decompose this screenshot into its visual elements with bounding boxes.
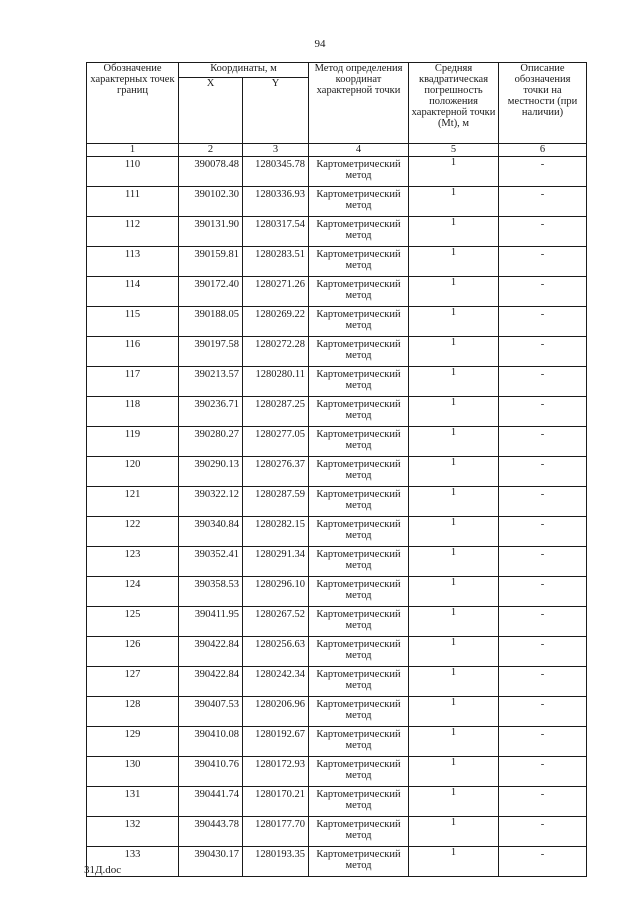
y-coordinate-cell: 1280256.63 [243, 637, 309, 667]
y-coordinate-cell: 1280271.26 [243, 277, 309, 307]
table-row [87, 697, 587, 727]
page-number: 94 [314, 38, 326, 50]
point-id-cell: 125 [87, 607, 179, 637]
description-cell: - [499, 697, 587, 727]
description-cell: - [499, 547, 587, 577]
x-coordinate-cell: 390358.53 [179, 577, 243, 607]
description-cell: - [499, 427, 587, 457]
description-cell: - [499, 577, 587, 607]
method-cell: Картометрический метод [309, 847, 409, 877]
column-number: 4 [309, 144, 409, 157]
error-cell: 1 [409, 307, 499, 337]
point-id-cell: 119 [87, 427, 179, 457]
method-cell: Картометрический метод [309, 487, 409, 517]
x-coordinate-cell: 390102.30 [179, 187, 243, 217]
table-body [87, 157, 587, 877]
error-cell: 1 [409, 397, 499, 427]
point-id-cell: 133 [87, 847, 179, 877]
point-id-cell: 121 [87, 487, 179, 517]
description-cell: - [499, 847, 587, 877]
column-number: 1 [87, 144, 179, 157]
x-coordinate-cell: 390407.53 [179, 697, 243, 727]
description-cell: - [499, 217, 587, 247]
point-id-cell: 127 [87, 667, 179, 697]
error-cell: 1 [409, 577, 499, 607]
y-coordinate-cell: 1280206.96 [243, 697, 309, 727]
point-id-cell: 128 [87, 697, 179, 727]
point-id-cell: 111 [87, 187, 179, 217]
point-id-cell: 131 [87, 787, 179, 817]
x-coordinate-cell: 390213.57 [179, 367, 243, 397]
table-row [87, 547, 587, 577]
x-coordinate-cell: 390430.17 [179, 847, 243, 877]
error-cell: 1 [409, 277, 499, 307]
x-coordinate-cell: 390322.12 [179, 487, 243, 517]
method-cell: Картометрический метод [309, 727, 409, 757]
point-id-cell: 129 [87, 727, 179, 757]
error-cell: 1 [409, 757, 499, 787]
column-number-row [87, 144, 587, 157]
error-cell: 1 [409, 517, 499, 547]
method-cell: Картометрический метод [309, 277, 409, 307]
x-coordinate-cell: 390410.76 [179, 757, 243, 787]
method-cell: Картометрический метод [309, 517, 409, 547]
description-cell: - [499, 667, 587, 697]
description-cell: - [499, 247, 587, 277]
table-row [87, 397, 587, 427]
error-cell: 1 [409, 817, 499, 847]
y-coordinate-cell: 1280296.10 [243, 577, 309, 607]
description-cell: - [499, 367, 587, 397]
x-coordinate-cell: 390280.27 [179, 427, 243, 457]
x-coordinate-cell: 390410.08 [179, 727, 243, 757]
x-coordinate-cell: 390159.81 [179, 247, 243, 277]
table-row [87, 607, 587, 637]
method-cell: Картометрический метод [309, 337, 409, 367]
header-error: Средняя квадратическая погрешность положения характерной точки (Mt), м [409, 63, 499, 144]
method-cell: Картометрический метод [309, 247, 409, 277]
point-id-cell: 132 [87, 817, 179, 847]
table-row [87, 847, 587, 877]
description-cell: - [499, 337, 587, 367]
method-cell: Картометрический метод [309, 397, 409, 427]
table-row [87, 457, 587, 487]
description-cell: - [499, 157, 587, 187]
method-cell: Картометрический метод [309, 157, 409, 187]
y-coordinate-cell: 1280287.59 [243, 487, 309, 517]
point-id-cell: 114 [87, 277, 179, 307]
table-row [87, 367, 587, 397]
column-number: 3 [243, 144, 309, 157]
table-row [87, 427, 587, 457]
y-coordinate-cell: 1280170.21 [243, 787, 309, 817]
method-cell: Картометрический метод [309, 217, 409, 247]
table-row [87, 337, 587, 367]
x-coordinate-cell: 390352.41 [179, 547, 243, 577]
description-cell: - [499, 187, 587, 217]
method-cell: Картометрический метод [309, 637, 409, 667]
point-id-cell: 124 [87, 577, 179, 607]
point-id-cell: 118 [87, 397, 179, 427]
table-row [87, 727, 587, 757]
y-coordinate-cell: 1280172.93 [243, 757, 309, 787]
error-cell: 1 [409, 637, 499, 667]
description-cell: - [499, 787, 587, 817]
error-cell: 1 [409, 697, 499, 727]
error-cell: 1 [409, 457, 499, 487]
x-coordinate-cell: 390131.90 [179, 217, 243, 247]
x-coordinate-cell: 390236.71 [179, 397, 243, 427]
table-row [87, 217, 587, 247]
description-cell: - [499, 397, 587, 427]
y-coordinate-cell: 1280345.78 [243, 157, 309, 187]
description-cell: - [499, 637, 587, 667]
x-coordinate-cell: 390411.95 [179, 607, 243, 637]
x-coordinate-cell: 390340.84 [179, 517, 243, 547]
point-id-cell: 123 [87, 547, 179, 577]
header-description: Описание обозначения точки на местности (при наличии) [499, 63, 587, 144]
y-coordinate-cell: 1280192.67 [243, 727, 309, 757]
description-cell: - [499, 817, 587, 847]
method-cell: Картометрический метод [309, 427, 409, 457]
column-number: 6 [499, 144, 587, 157]
table-row [87, 277, 587, 307]
y-coordinate-cell: 1280317.54 [243, 217, 309, 247]
header-coords: Координаты, м [179, 63, 309, 78]
error-cell: 1 [409, 367, 499, 397]
y-coordinate-cell: 1280276.37 [243, 457, 309, 487]
y-coordinate-cell: 1280287.25 [243, 397, 309, 427]
x-coordinate-cell: 390078.48 [179, 157, 243, 187]
y-coordinate-cell: 1280269.22 [243, 307, 309, 337]
point-id-cell: 116 [87, 337, 179, 367]
description-cell: - [499, 757, 587, 787]
method-cell: Картометрический метод [309, 757, 409, 787]
method-cell: Картометрический метод [309, 667, 409, 697]
x-coordinate-cell: 390197.58 [179, 337, 243, 367]
y-coordinate-cell: 1280242.34 [243, 667, 309, 697]
point-id-cell: 126 [87, 637, 179, 667]
header-x: X [179, 78, 243, 144]
x-coordinate-cell: 390422.84 [179, 637, 243, 667]
column-number: 2 [179, 144, 243, 157]
method-cell: Картометрический метод [309, 187, 409, 217]
description-cell: - [499, 517, 587, 547]
y-coordinate-cell: 1280193.35 [243, 847, 309, 877]
table-row [87, 667, 587, 697]
error-cell: 1 [409, 217, 499, 247]
error-cell: 1 [409, 787, 499, 817]
y-coordinate-cell: 1280336.93 [243, 187, 309, 217]
point-id-cell: 117 [87, 367, 179, 397]
description-cell: - [499, 457, 587, 487]
table-row [87, 307, 587, 337]
description-cell: - [499, 607, 587, 637]
error-cell: 1 [409, 187, 499, 217]
y-coordinate-cell: 1280177.70 [243, 817, 309, 847]
coordinates-table [86, 62, 587, 877]
method-cell: Картометрический метод [309, 547, 409, 577]
y-coordinate-cell: 1280282.15 [243, 517, 309, 547]
x-coordinate-cell: 390443.78 [179, 817, 243, 847]
y-coordinate-cell: 1280267.52 [243, 607, 309, 637]
x-coordinate-cell: 390188.05 [179, 307, 243, 337]
y-coordinate-cell: 1280283.51 [243, 247, 309, 277]
table-row [87, 187, 587, 217]
method-cell: Картометрический метод [309, 367, 409, 397]
description-cell: - [499, 487, 587, 517]
x-coordinate-cell: 390172.40 [179, 277, 243, 307]
method-cell: Картометрический метод [309, 457, 409, 487]
error-cell: 1 [409, 427, 499, 457]
error-cell: 1 [409, 847, 499, 877]
point-id-cell: 115 [87, 307, 179, 337]
method-cell: Картометрический метод [309, 787, 409, 817]
header-point: Обозначение характерных точек границ [87, 63, 179, 144]
table-row [87, 247, 587, 277]
error-cell: 1 [409, 727, 499, 757]
y-coordinate-cell: 1280280.11 [243, 367, 309, 397]
y-coordinate-cell: 1280272.28 [243, 337, 309, 367]
table-row [87, 817, 587, 847]
method-cell: Картометрический метод [309, 697, 409, 727]
x-coordinate-cell: 390441.74 [179, 787, 243, 817]
table-row [87, 487, 587, 517]
table-row [87, 517, 587, 547]
point-id-cell: 130 [87, 757, 179, 787]
method-cell: Картометрический метод [309, 577, 409, 607]
file-name: 31Д.doc [84, 864, 122, 876]
table-row [87, 157, 587, 187]
description-cell: - [499, 307, 587, 337]
table-row [87, 787, 587, 817]
table-row [87, 577, 587, 607]
method-cell: Картометрический метод [309, 607, 409, 637]
point-id-cell: 113 [87, 247, 179, 277]
description-cell: - [499, 277, 587, 307]
point-id-cell: 120 [87, 457, 179, 487]
method-cell: Картометрический метод [309, 817, 409, 847]
y-coordinate-cell: 1280277.05 [243, 427, 309, 457]
error-cell: 1 [409, 547, 499, 577]
error-cell: 1 [409, 247, 499, 277]
header-y: Y [243, 78, 309, 144]
error-cell: 1 [409, 487, 499, 517]
error-cell: 1 [409, 157, 499, 187]
header-method: Метод определения координат характерной точки [309, 63, 409, 144]
description-cell: - [499, 727, 587, 757]
error-cell: 1 [409, 667, 499, 697]
x-coordinate-cell: 390290.13 [179, 457, 243, 487]
method-cell: Картометрический метод [309, 307, 409, 337]
point-id-cell: 122 [87, 517, 179, 547]
point-id-cell: 112 [87, 217, 179, 247]
table-row [87, 637, 587, 667]
y-coordinate-cell: 1280291.34 [243, 547, 309, 577]
column-number: 5 [409, 144, 499, 157]
table-row [87, 757, 587, 787]
error-cell: 1 [409, 607, 499, 637]
x-coordinate-cell: 390422.84 [179, 667, 243, 697]
error-cell: 1 [409, 337, 499, 367]
point-id-cell: 110 [87, 157, 179, 187]
